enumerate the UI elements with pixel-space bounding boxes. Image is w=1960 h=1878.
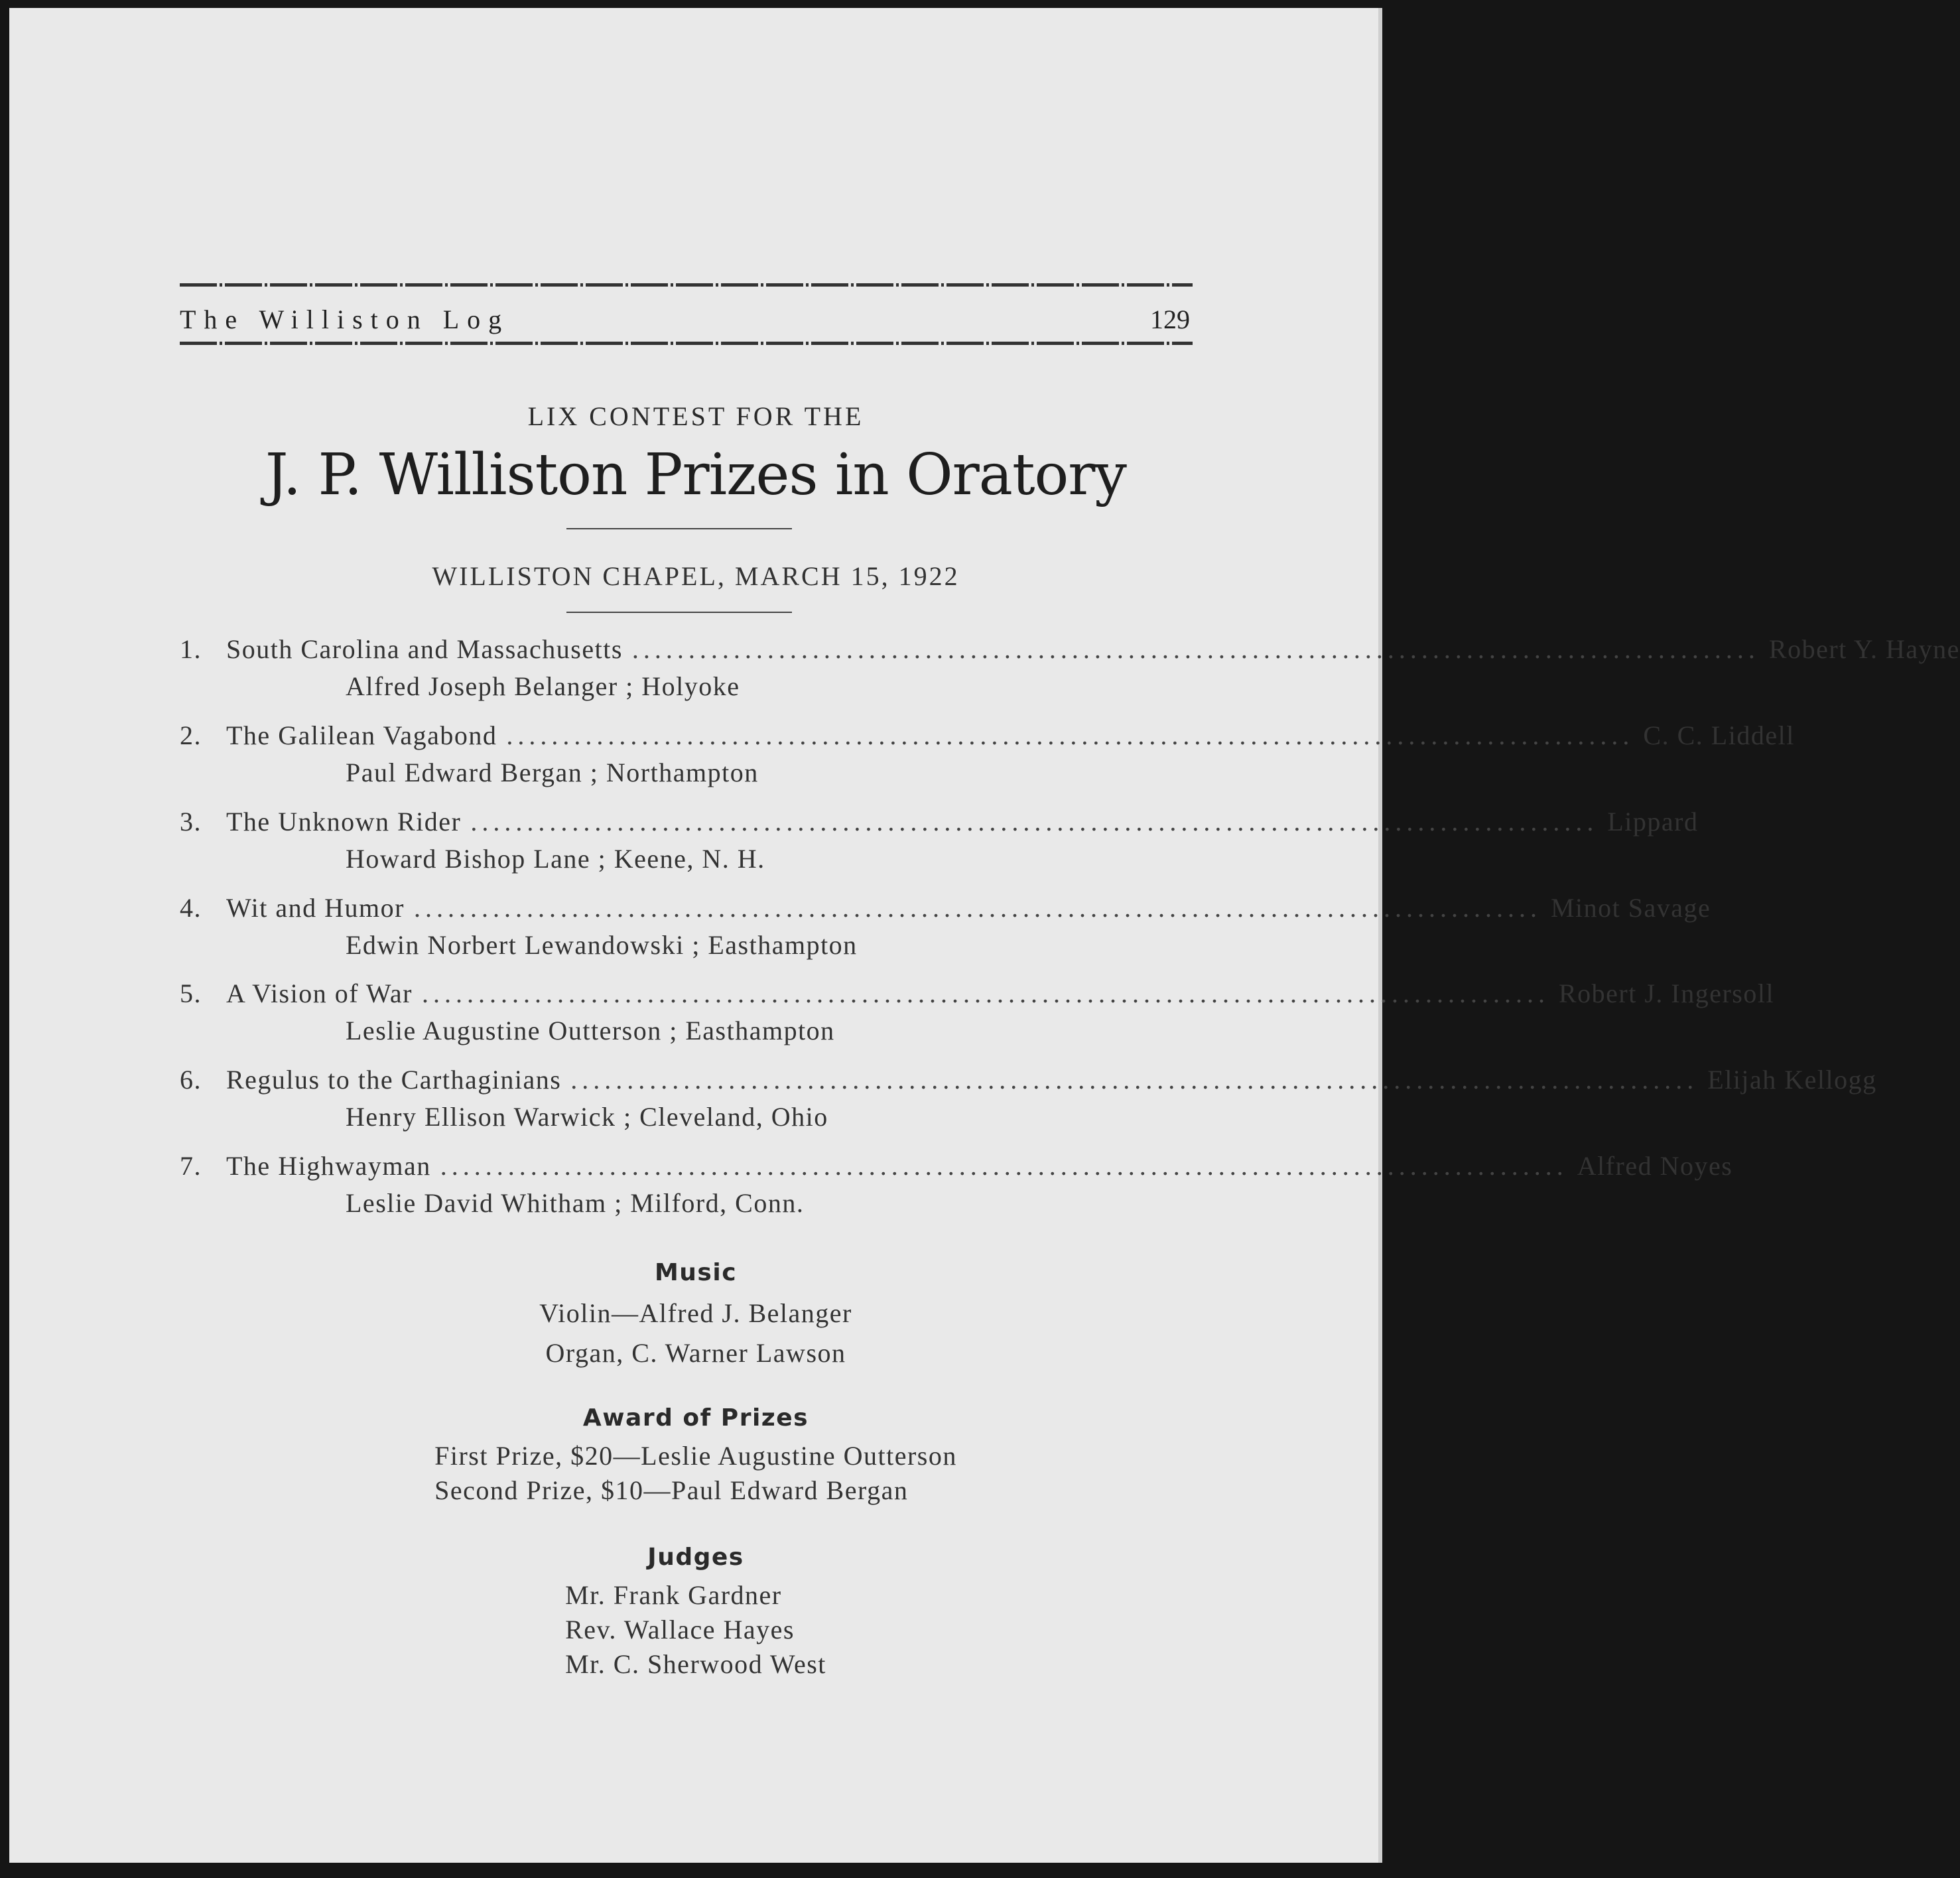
program-entry-4 [180,892,1711,965]
entry-title: Wit and Humor [226,893,405,923]
program-entry-5 [180,978,1775,1051]
program-subtitle: LIX CONTEST FOR THE [527,401,864,431]
dot-leader: .................................................................................................... [470,807,1599,837]
entry-number: 1. [180,634,202,664]
entry-speaker: Leslie David Whitham ; Milford, Conn. [346,1188,805,1218]
prizes-heading: Award of Prizes [582,1404,809,1432]
program-title: J. P. Williston Prizes in Oratory [265,442,1126,508]
program-entry-1 [180,634,1960,706]
judge-name: Mr. Frank Gardner [565,1580,782,1610]
program-entry-7 [180,1150,1733,1223]
dot-leader: .................................................................................................... [631,634,1760,664]
entry-number: 4. [180,893,202,923]
music-line: Organ, C. Warner Lawson [545,1338,846,1368]
entry-number: 6. [180,1065,202,1095]
judges-section [9,1537,1382,1682]
dot-leader: .................................................................................................... [413,893,1541,923]
prize-line: First Prize, $20—Leslie Augustine Outterson [434,1441,957,1471]
entry-title: The Galilean Vagabond [226,720,497,750]
entry-title: The Unknown Rider [226,807,462,837]
dot-leader: .................................................................................................... [570,1065,1699,1095]
entry-number: 3. [180,807,202,837]
entry-speaker: Edwin Norbert Lewandowski ; Easthampton [346,930,858,960]
title-divider [566,528,792,529]
entry-title: A Vision of War [226,978,413,1008]
program-entry-6 [180,1064,1877,1137]
entry-author: Robert J. Ingersoll [1558,978,1775,1008]
program-entry-2 [180,720,1795,793]
program-entry-3 [180,806,1699,879]
entry-speaker: Leslie Augustine Outterson ; Easthampton [346,1016,835,1045]
entry-speaker: Paul Edward Bergan ; Northampton [346,758,759,787]
entry-author: Robert Y. Hayne [1768,634,1960,664]
dot-leader: .................................................................................................... [506,720,1634,750]
entry-author: Alfred Noyes [1577,1151,1733,1181]
dot-leader: .................................................................................................... [440,1151,1568,1181]
entry-author: Minot Savage [1550,893,1711,923]
entry-speaker: Howard Bishop Lane ; Keene, N. H. [346,844,765,874]
running-title: The Williston Log [180,304,510,334]
program-venue: WILLISTON CHAPEL, MARCH 15, 1922 [432,561,960,591]
music-section [9,1252,1382,1373]
entry-author: C. C. Liddell [1643,720,1795,750]
music-heading: Music [654,1259,738,1286]
judge-name: Mr. C. Sherwood West [565,1649,826,1679]
entry-number: 5. [180,978,202,1008]
page-number: 129 [1150,304,1190,334]
music-line: Violin—Alfred J. Belanger [539,1298,852,1328]
header-top-rule [180,283,1193,287]
venue-divider [566,612,792,613]
entry-number: 2. [180,720,202,750]
dot-leader: .................................................................................................... [421,978,1549,1008]
entry-author: Elijah Kellogg [1707,1065,1877,1095]
entry-number: 7. [180,1151,202,1181]
entry-speaker: Henry Ellison Warwick ; Cleveland, Ohio [346,1102,828,1132]
entry-title: South Carolina and Massachusetts [226,634,623,664]
judge-name: Rev. Wallace Hayes [565,1615,795,1644]
entry-title: The Highwayman [226,1151,431,1181]
entry-author: Lippard [1607,807,1699,837]
entry-speaker: Alfred Joseph Belanger ; Holyoke [346,671,740,701]
prize-line: Second Prize, $10—Paul Edward Bergan [434,1475,909,1505]
judges-heading: Judges [647,1544,744,1571]
header-bottom-rule [180,342,1193,345]
document-page [9,8,1960,1863]
prizes-section [9,1398,1382,1508]
entry-title: Regulus to the Carthaginians [226,1065,562,1095]
